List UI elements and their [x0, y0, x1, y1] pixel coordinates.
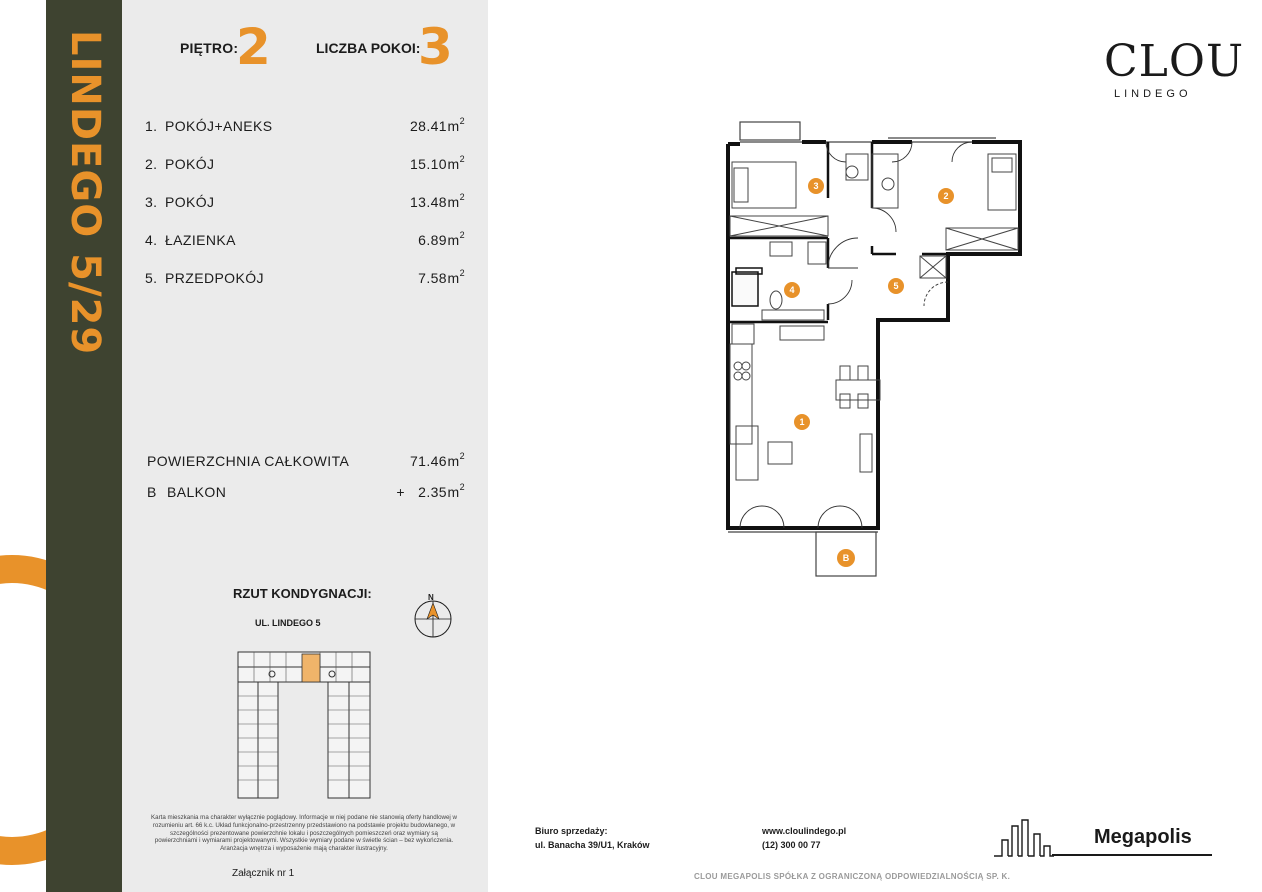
disclaimer-text: Karta mieszkania ma charakter wyłącznie poglądowy. Informacje w niej podane nie stanowią oferty handlowej w rozumieniu art. 66 k.c. Układ funkcjonalno-przestrzenny przedstawiono na podstawie projektu budowlanego, w szczególności prezentowane powierzchnie lokalu i poszczególnych pomieszczeń oraz wymiary są powierzchniami i wymiarami projektowanymi. Wszystkie wymiary podane w świetle ścian – bez wykończenia. Aranżacja wnętrza i wyposażenie mają charakter ilustracyjny. [151, 814, 457, 853]
street-label: UL. LINDEGO 5 [255, 618, 321, 628]
storey-plan-diagram [236, 650, 372, 802]
megapolis-logo: Megapolis [1094, 826, 1192, 848]
company-name: CLOU MEGAPOLIS SPÓŁKA Z OGRANICZONĄ ODPOWIEDZIALNOŚCIĄ SP. K. [694, 872, 1011, 881]
rooms-count-value: 3 [418, 18, 453, 76]
rooms-count-label: LICZBA POKOI: [316, 40, 421, 56]
room-row: 3. POKÓJ 13.48 $m^2$ [145, 192, 465, 210]
room-row: 2. POKÓJ 15.10 $m^2$ [145, 154, 465, 172]
storey-plan-title: RZUT KONDYGNACJI: [233, 586, 372, 601]
apartment-title: LINDEGO 5/29 [62, 30, 108, 356]
room-row: 5. PRZEDPOKÓJ 7.58 $m^2$ [145, 268, 465, 286]
sales-office-label: Biuro sprzedaży: [535, 826, 608, 836]
room-label-1: 1 [799, 417, 805, 427]
floor-label: PIĘTRO: [180, 40, 239, 56]
floor-value: 2 [236, 18, 271, 76]
room-label-balcony: B [842, 553, 850, 563]
appendix-label: Załącznik nr 1 [232, 868, 295, 879]
divider [1052, 854, 1212, 856]
room-label-2: 2 [943, 191, 949, 201]
room-label-3: 3 [813, 181, 819, 191]
balcony-row: B BALKON + 2.35 $m^2$ [147, 482, 465, 500]
clou-logo-sub: LINDEGO [1114, 88, 1192, 100]
compass-letter: N [428, 594, 434, 602]
room-row: 4. ŁAZIENKA 6.89 $m^2$ [145, 230, 465, 248]
total-area-row: POWIERZCHNIA CAŁKOWITA 71.46 $m^2$ [147, 451, 465, 469]
compass-icon [414, 594, 454, 640]
apartment-floorplan [722, 118, 1032, 584]
sales-office-address: ul. Banacha 39/U1, Kraków [535, 840, 650, 850]
room-label-5: 5 [893, 281, 899, 291]
room-row: 1. POKÓJ+ANEKS 28.41 $m^2$ [145, 116, 465, 134]
highlighted-apartment [302, 654, 320, 682]
room-label-4: 4 [789, 285, 795, 295]
clou-logo: CLOU [1104, 36, 1245, 87]
phone-number[interactable]: (12) 300 00 77 [762, 840, 821, 850]
megapolis-skyline-icon [994, 818, 1054, 858]
website-link[interactable]: www.cloulindego.pl [762, 826, 847, 836]
